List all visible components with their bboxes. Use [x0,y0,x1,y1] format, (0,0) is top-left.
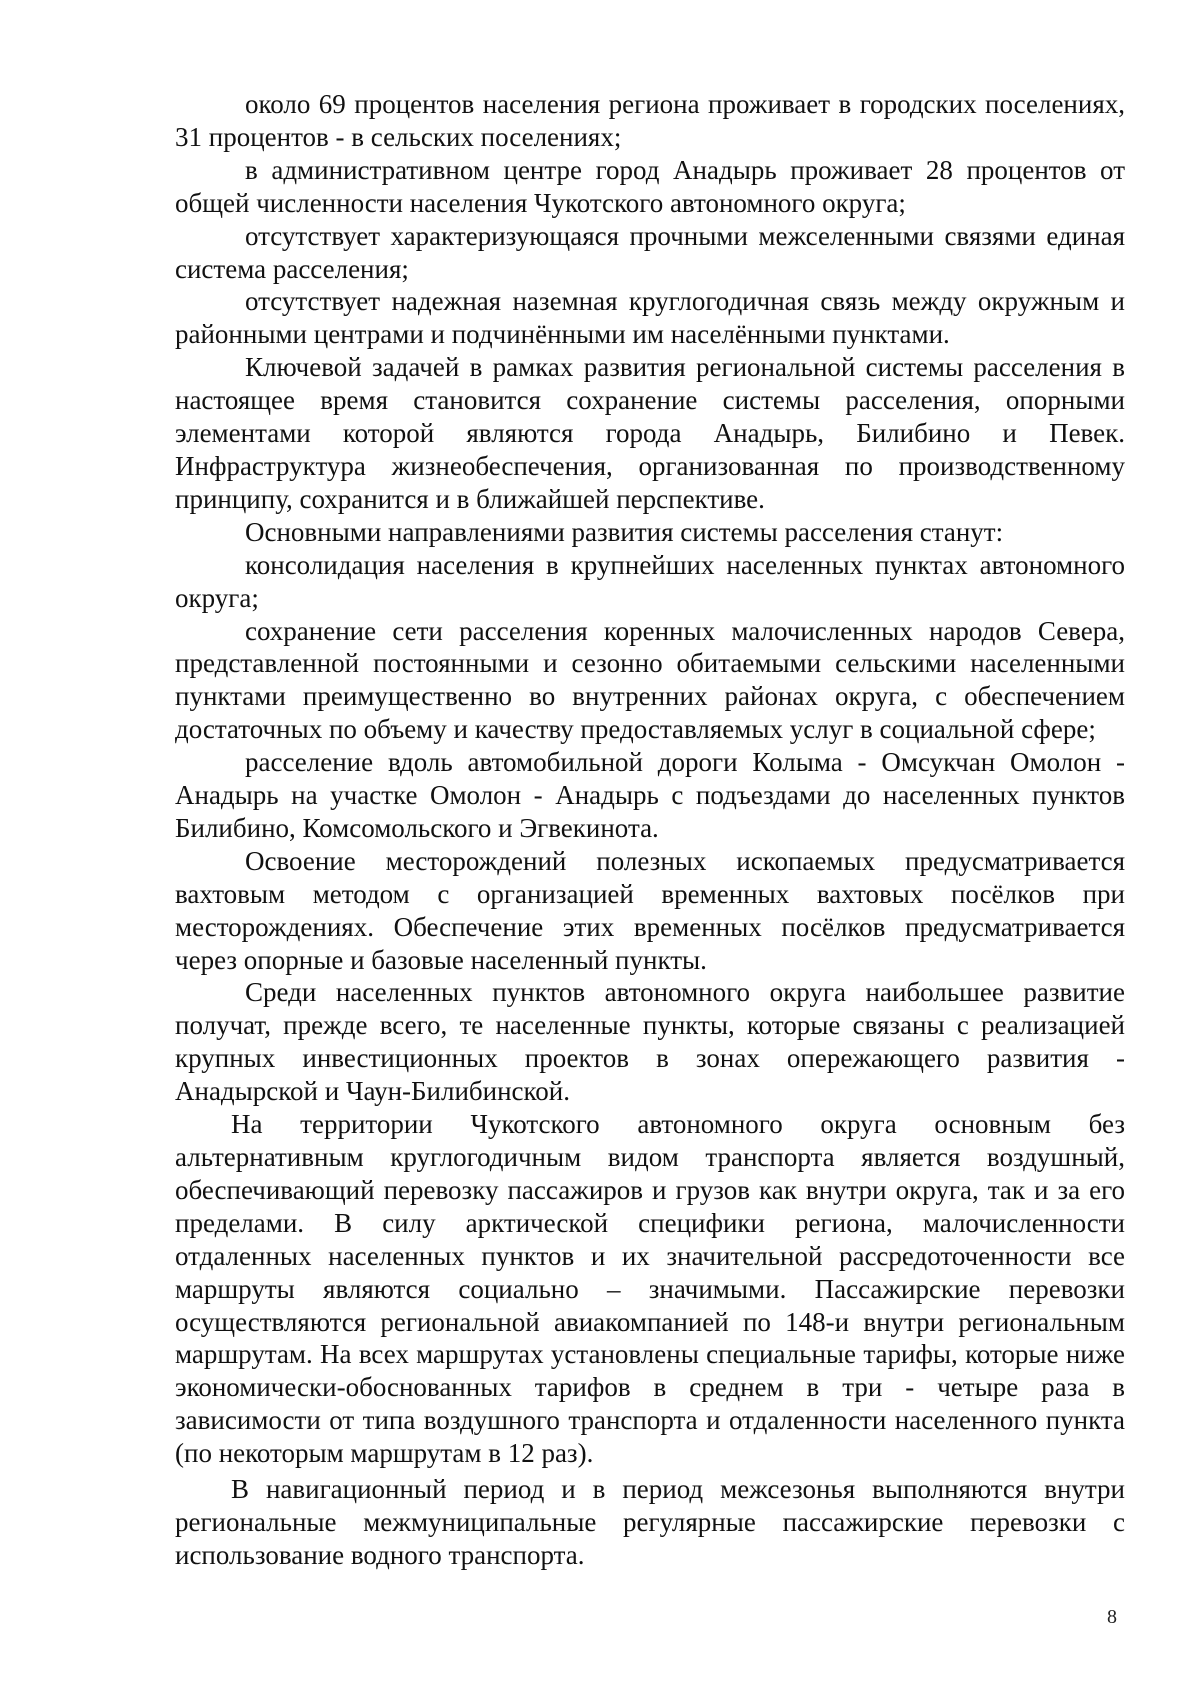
paragraph-key-task: Ключевой задачей в рамках развития региональной системы расселения в настоящее время становится сохранение системы расселения, опорными элементами которой являются города Анадырь, Билибино и Певек. Инфраструктура жизнеобеспечения, организованная по производственному принципу, сохранится и в ближайшей перспективе. [175,352,1125,514]
paragraph-air-transport: На территории Чукотского автономного округа основным без альтернативным круглогодичным видом транспорта является воздушный, обеспечивающий перевозку пассажиров и грузов как внутри округа, так и за его пределами. В силу арктической специфики региона, малочисленности отдаленных населенных пунктов и их значительной рассредоточенности все маршруты являются социально – значимыми. Пассажирские перевозки осуществляются региональной авиакомпанией по 148-и внутри региональным маршрутам. На всех маршрутах установлены специальные тарифы, которые ниже экономически-обоснованных тарифов в среднем в три - четыре раза в зависимости от типа воздушного транспорта и отдаленности населенного пункта (по некоторым маршрутам в 12 раз). [175,1109,1125,1469]
paragraph-development-zones: Среди населенных пунктов автономного округа наибольшее развитие получат, прежде всего, те населенные пункты, которые связаны с реализацией крупных инвестиционных проектов в зонах опережающего развития - Анадырской и Чаун-Билибинской. [175,977,1125,1107]
document-body [175,88,1125,1572]
page-number: 8 [1107,1606,1117,1628]
paragraph-consolidation: консолидация населения в крупнейших населенных пунктах автономного округа; [175,549,1125,613]
paragraph-main-directions: Основными направлениями развития системы расселения станут: [245,516,1004,547]
paragraph-no-ground-link: отсутствует надежная наземная круглогодичная связь между окружным и районными центрами и подчинёнными им населёнными пунктами. [175,286,1125,350]
paragraph-indigenous-network: сохранение сети расселения коренных малочисленных народов Севера, представленной постоянными и сезонно обитаемыми сельскими населенными пунктами преимущественно во внутренних районах округа, с обеспечением достаточных по объему и качеству предоставляемых услуг в социальной сфере; [175,615,1125,745]
paragraph-no-settlement-system: отсутствует характеризующаяся прочными межселенными связями единая система расселения; [175,220,1125,284]
paragraph-mineral-deposits: Освоение месторождений полезных ископаемых предусматривается вахтовым методом с организацией временных вахтовых посёлков при месторождениях. Обеспечение этих временных посёлков предусматривается через опорные и базовые населенный пункты. [175,845,1125,975]
paragraph-road-settlement: расселение вдоль автомобильной дороги Колыма - Омсукчан Омолон - Анадырь на участке Омолон - Анадырь с подъездами до населенных пунктов Билибино, Комсомольского и Эгвекинота. [175,747,1125,843]
paragraph-water-transport: В навигационный период и в период межсезонья выполняются внутри региональные межмуниципальные регулярные пассажирские перевозки с использование водного транспорта. [175,1474,1125,1570]
paragraph-urban-rural-share: около 69 процентов населения региона проживает в городских поселениях, 31 процентов - в сельских поселениях; [175,89,1125,152]
paragraph-anadyr-population: в административном центре город Анадырь проживает 28 процентов от общей численности населения Чукотского автономного округа; [175,154,1125,218]
